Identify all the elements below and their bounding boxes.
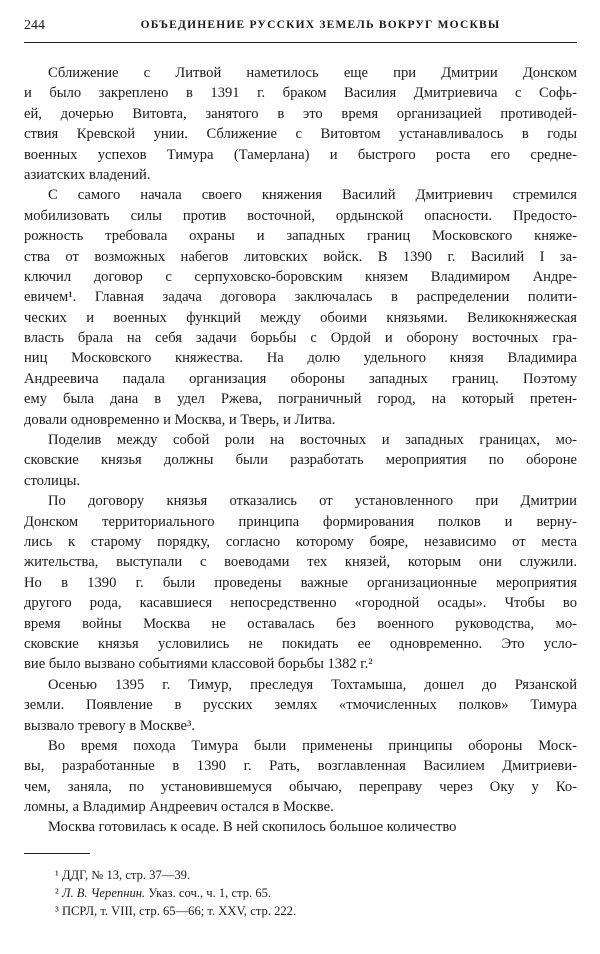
footnote-author: Л. В. Черепнин. [61, 886, 146, 900]
text-line: Во время похода Тимура были применены принципы обороны Моск- [48, 737, 577, 754]
text-line: Москва готовилась к осаде. В ней скопилось большое количество [48, 819, 457, 836]
text-line: С самого начала своего княжения Василий Дмитриевич стремился [48, 187, 577, 204]
text-line: жительства, выступали с воеводами тех князей, которым они служили. [24, 554, 577, 571]
text-line: время войны Москва не оставалась без военного руководства, мо- [24, 615, 577, 632]
text-line: вы, разработанные в 1390 г. Рать, возглавленная Василием Дмитриеви- [24, 758, 577, 775]
text-line: ства от возможных набегов литовских войск. В 1390 г. Василий I за- [24, 248, 577, 265]
text-line: сковские князья должны были разработать мероприятия по обороне [24, 452, 577, 469]
footnote-text: ДДГ, № 13, стр. 37—39. [61, 868, 191, 882]
footnote-text: ПСРЛ, т. VIII, стр. 65—66; т. XXV, стр. 222. [61, 904, 297, 918]
text-line: евичем¹. Главная задача договора заключалась в распределении полити- [24, 289, 577, 306]
text-line: столицы. [24, 472, 81, 489]
footnote [55, 902, 296, 920]
text-line: ниц Московского княжества. На долю удельного князя Владимира [24, 350, 577, 367]
text-line: земли. Появление в русских землях «тмочисленных полков» Тимура [24, 697, 577, 714]
paragraph [24, 817, 577, 837]
text-line: Сближение с Литвой наметилось еще при Дмитрии Донском [48, 65, 577, 81]
text-line: Осенью 1395 г. Тимур, преследуя Тохтамыша, дошел до Рязанской [48, 676, 577, 693]
text-line: другого рода, касавшиеся непосредственно «городной осады». Чтобы во [24, 595, 577, 612]
text-line: вызвало тревогу в Москве³. [24, 717, 196, 734]
page-number: 244 [24, 18, 45, 33]
header-rule [24, 42, 577, 43]
footnote-text: Указ. соч., ч. 1, стр. 65. [148, 886, 272, 900]
text-line: ческих и военных функций между обоими князьями. Великокняжеская [24, 309, 577, 326]
text-line: ему была дана в удел Ржева, пограничный город, на который претен- [24, 391, 577, 408]
text-line: сковские князья условились не покидать ее одновременно. Это усло- [24, 635, 577, 652]
text-line: ломны, а Владимир Андреевич остался в Москве. [24, 799, 334, 816]
paragraph [24, 430, 577, 491]
text-line: Донском территориального принципа формирования полков и верну- [24, 513, 577, 530]
footnotes [55, 866, 296, 920]
text-line: ствия Кревской унии. Сближение с Витовтом устанавливалось в годы [24, 126, 577, 143]
paragraph [24, 491, 577, 675]
text-line: власть брала на себя задачи борьбы с Ордой и оборону восточных гра- [24, 330, 577, 347]
text-line: ключил договор с серпуховско-боровским князем Владимиром Андре- [24, 268, 577, 285]
running-title: ОБЪЕДИНЕНИЕ РУССКИХ ЗЕМЕЛЬ ВОКРУГ МОСКВЫ [140, 19, 501, 31]
footnote [55, 884, 296, 902]
text-line: вие было вызвано событиями классовой борьбы 1382 г.² [24, 656, 373, 673]
text-line: рожность требовала охраны и западных границ Московского княже- [24, 228, 577, 245]
text-line: ей, дочерью Витовта, занятого в это время организацией противодей- [24, 105, 577, 122]
text-line: довали одновременно и Москва, и Тверь, и Литва. [24, 411, 336, 428]
page-header [24, 18, 577, 40]
text-line: и было закреплено в 1391 г. браком Василия Дмитриевича с Софь- [24, 85, 577, 102]
footnote-rule [24, 853, 90, 854]
text-line: мобилизовать силы против восточной, ордынской опасности. Предосто- [24, 207, 577, 224]
text-line: чем, заняла, по установившемуся обычаю, переправу через Оку у Ко- [24, 778, 577, 795]
text-line: лись к старому порядку, согласно которому бояре, независимо от места [24, 533, 577, 550]
paragraph [24, 185, 577, 430]
footnote-mark: ³ [55, 904, 59, 918]
body-text [24, 63, 577, 838]
text-line: Поделив между собой роли на восточных и западных границах, мо- [48, 432, 577, 449]
text-line: военных успехов Тимура (Тамерлана) и быстрого роста его средне- [24, 146, 577, 163]
text-line: азиатских владений. [24, 166, 151, 183]
paragraph [24, 736, 577, 818]
paragraph [24, 63, 577, 185]
text-line: Но в 1390 г. были проведены важные организационные мероприятия [24, 574, 577, 591]
footnote-mark: ² [55, 886, 59, 900]
footnote-mark: ¹ [55, 868, 59, 882]
footnote [55, 866, 296, 884]
text-line: Андреевича падала организация обороны западных границ. Поэтому [24, 370, 577, 387]
text-line: По договору князья отказались от установленного при Дмитрии [48, 493, 577, 510]
paragraph [24, 675, 577, 736]
